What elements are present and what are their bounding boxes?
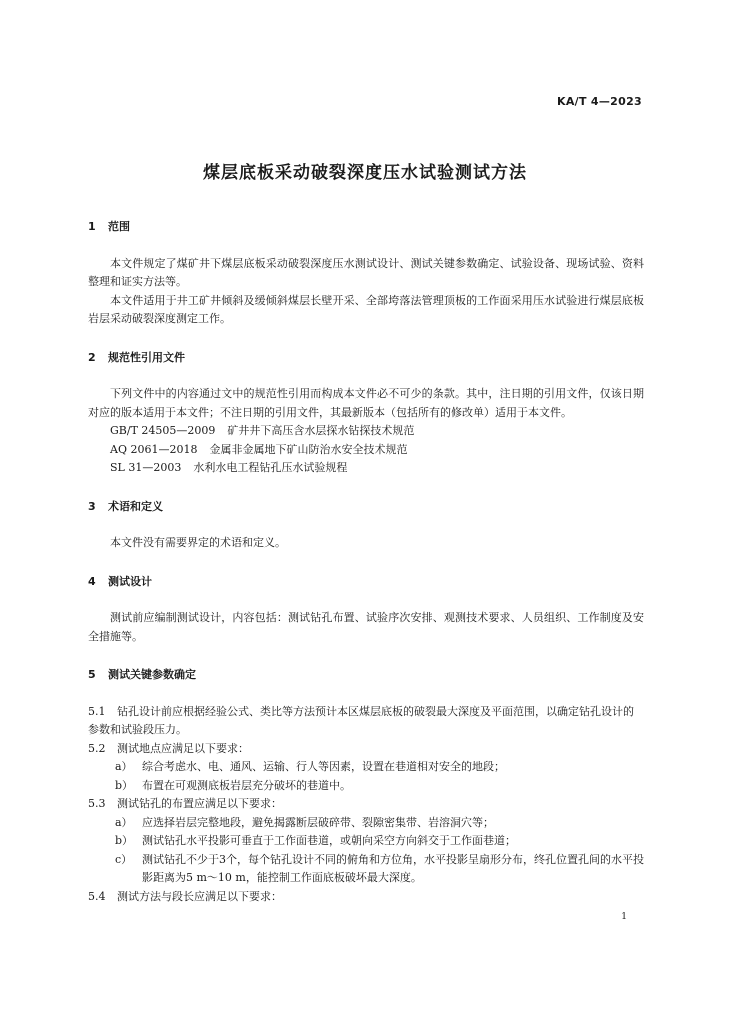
item-text: 综合考虑水、电、通风、运输、行人等因素，设置在巷道相对安全的地段； [142, 760, 505, 773]
section-heading [88, 573, 644, 592]
clause-number: 5.4 [88, 889, 106, 903]
item-label: a） [115, 815, 133, 829]
document-title: 煤层底板采动破裂深度压水试验测试方法 [203, 163, 527, 183]
standard-number: KA/T 4—2023 [557, 95, 642, 108]
paragraph: 本文件没有需要界定的术语和定义。 [110, 536, 286, 549]
section-title: 测试关键参数确定 [108, 668, 196, 681]
list-item [88, 851, 644, 888]
section-number: 2 [88, 350, 96, 364]
list-item [88, 814, 644, 833]
document-body [88, 218, 644, 926]
reference-name: 水利水电工程钻孔压水试验规程 [193, 461, 348, 474]
paragraph: 本文件适用于井工矿井倾斜及缓倾斜煤层长壁开采、全部垮落法管理顶板的工作面采用压水试验进行煤层底板岩层采动破裂深度测定工作。 [88, 293, 644, 325]
section-scope [88, 218, 644, 329]
item-text: 布置在可观测底板岩层充分破坏的巷道中。 [142, 778, 351, 792]
clause-text: 测试方法与段长应满足以下要求： [117, 889, 282, 903]
clause-5-4 [88, 888, 644, 907]
section-test-design [88, 573, 644, 647]
section-key-parameters [88, 666, 644, 906]
section-normative-references [88, 349, 644, 478]
section-heading [88, 218, 644, 237]
section-title: 规范性引用文件 [108, 350, 185, 364]
reference-code: AQ 2061—2018 [110, 442, 198, 456]
item-label: b） [115, 778, 134, 792]
clause-number: 5.2 [88, 741, 106, 755]
section-title: 范围 [108, 220, 130, 233]
section-title: 术语和定义 [108, 499, 163, 513]
item-label: a） [115, 760, 133, 773]
list-item [88, 777, 644, 796]
section-number: 1 [88, 220, 96, 233]
section-number: 5 [88, 668, 96, 681]
reference-item [88, 422, 644, 441]
clause-5-1 [88, 703, 644, 740]
clause-5-3 [88, 795, 644, 814]
section-heading [88, 666, 644, 685]
clause-text: 测试钻孔的布置应满足以下要求： [117, 797, 282, 810]
reference-code: SL 31—2003 [110, 461, 182, 474]
paragraph: 本文件规定了煤矿井下煤层底板采动破裂深度压水测试设计、测试关键参数确定、试验设备、现场试验、资料整理和证实方法等。 [88, 256, 644, 288]
item-text: 测试钻孔水平投影可垂直于工作面巷道，或朝向采空方向斜交于工作面巷道； [142, 834, 516, 847]
section-terms [88, 498, 644, 553]
list-item [88, 758, 644, 777]
section-number: 3 [88, 499, 96, 513]
clause-number: 5.3 [88, 797, 106, 810]
item-text: 测试钻孔不少于3个，每个钻孔设计不同的俯角和方位角，水平投影呈扇形分布，终孔位置孔间的水平投影距离为5 m～10 m，能控制工作面底板破坏最大深度。 [142, 852, 644, 884]
list-item [88, 832, 644, 851]
paragraph: 下列文件中的内容通过文中的规范性引用而构成本文件必不可少的条款。其中，注日期的引用文件，仅该日期对应的版本适用于本文件；不注日期的引用文件，其最新版本（包括所有的修改单）适用于本文件。 [88, 387, 644, 419]
reference-name: 金属非金属地下矿山防治水安全技术规范 [209, 442, 408, 456]
clause-number: 5.1 [88, 704, 106, 718]
section-number: 4 [88, 574, 96, 588]
reference-code: GB/T 24505—2009 [110, 424, 216, 437]
clause-text: 测试地点应满足以下要求： [117, 741, 249, 755]
section-title: 测试设计 [108, 574, 152, 588]
page-number: 1 [621, 912, 627, 922]
section-heading [88, 349, 644, 368]
clause-5-2 [88, 740, 644, 759]
reference-name: 矿井井下高压含水层探水钻探技术规范 [227, 424, 415, 437]
item-text: 应选择岩层完整地段，避免揭露断层破碎带、裂隙密集带、岩溶洞穴等； [142, 815, 494, 829]
reference-item [88, 459, 644, 478]
clause-text: 钻孔设计前应根据经验公式、类比等方法预计本区煤层底板的破裂最大深度及平面范围，以确定钻孔设计的参数和试验段压力。 [88, 704, 634, 736]
reference-item [88, 441, 644, 460]
paragraph: 测试前应编制测试设计，内容包括：测试钻孔布置、试验序次安排、观测技术要求、人员组织、工作制度及安全措施等。 [88, 611, 644, 643]
item-label: b） [115, 834, 134, 847]
item-label: c） [115, 852, 133, 866]
section-heading [88, 498, 644, 517]
